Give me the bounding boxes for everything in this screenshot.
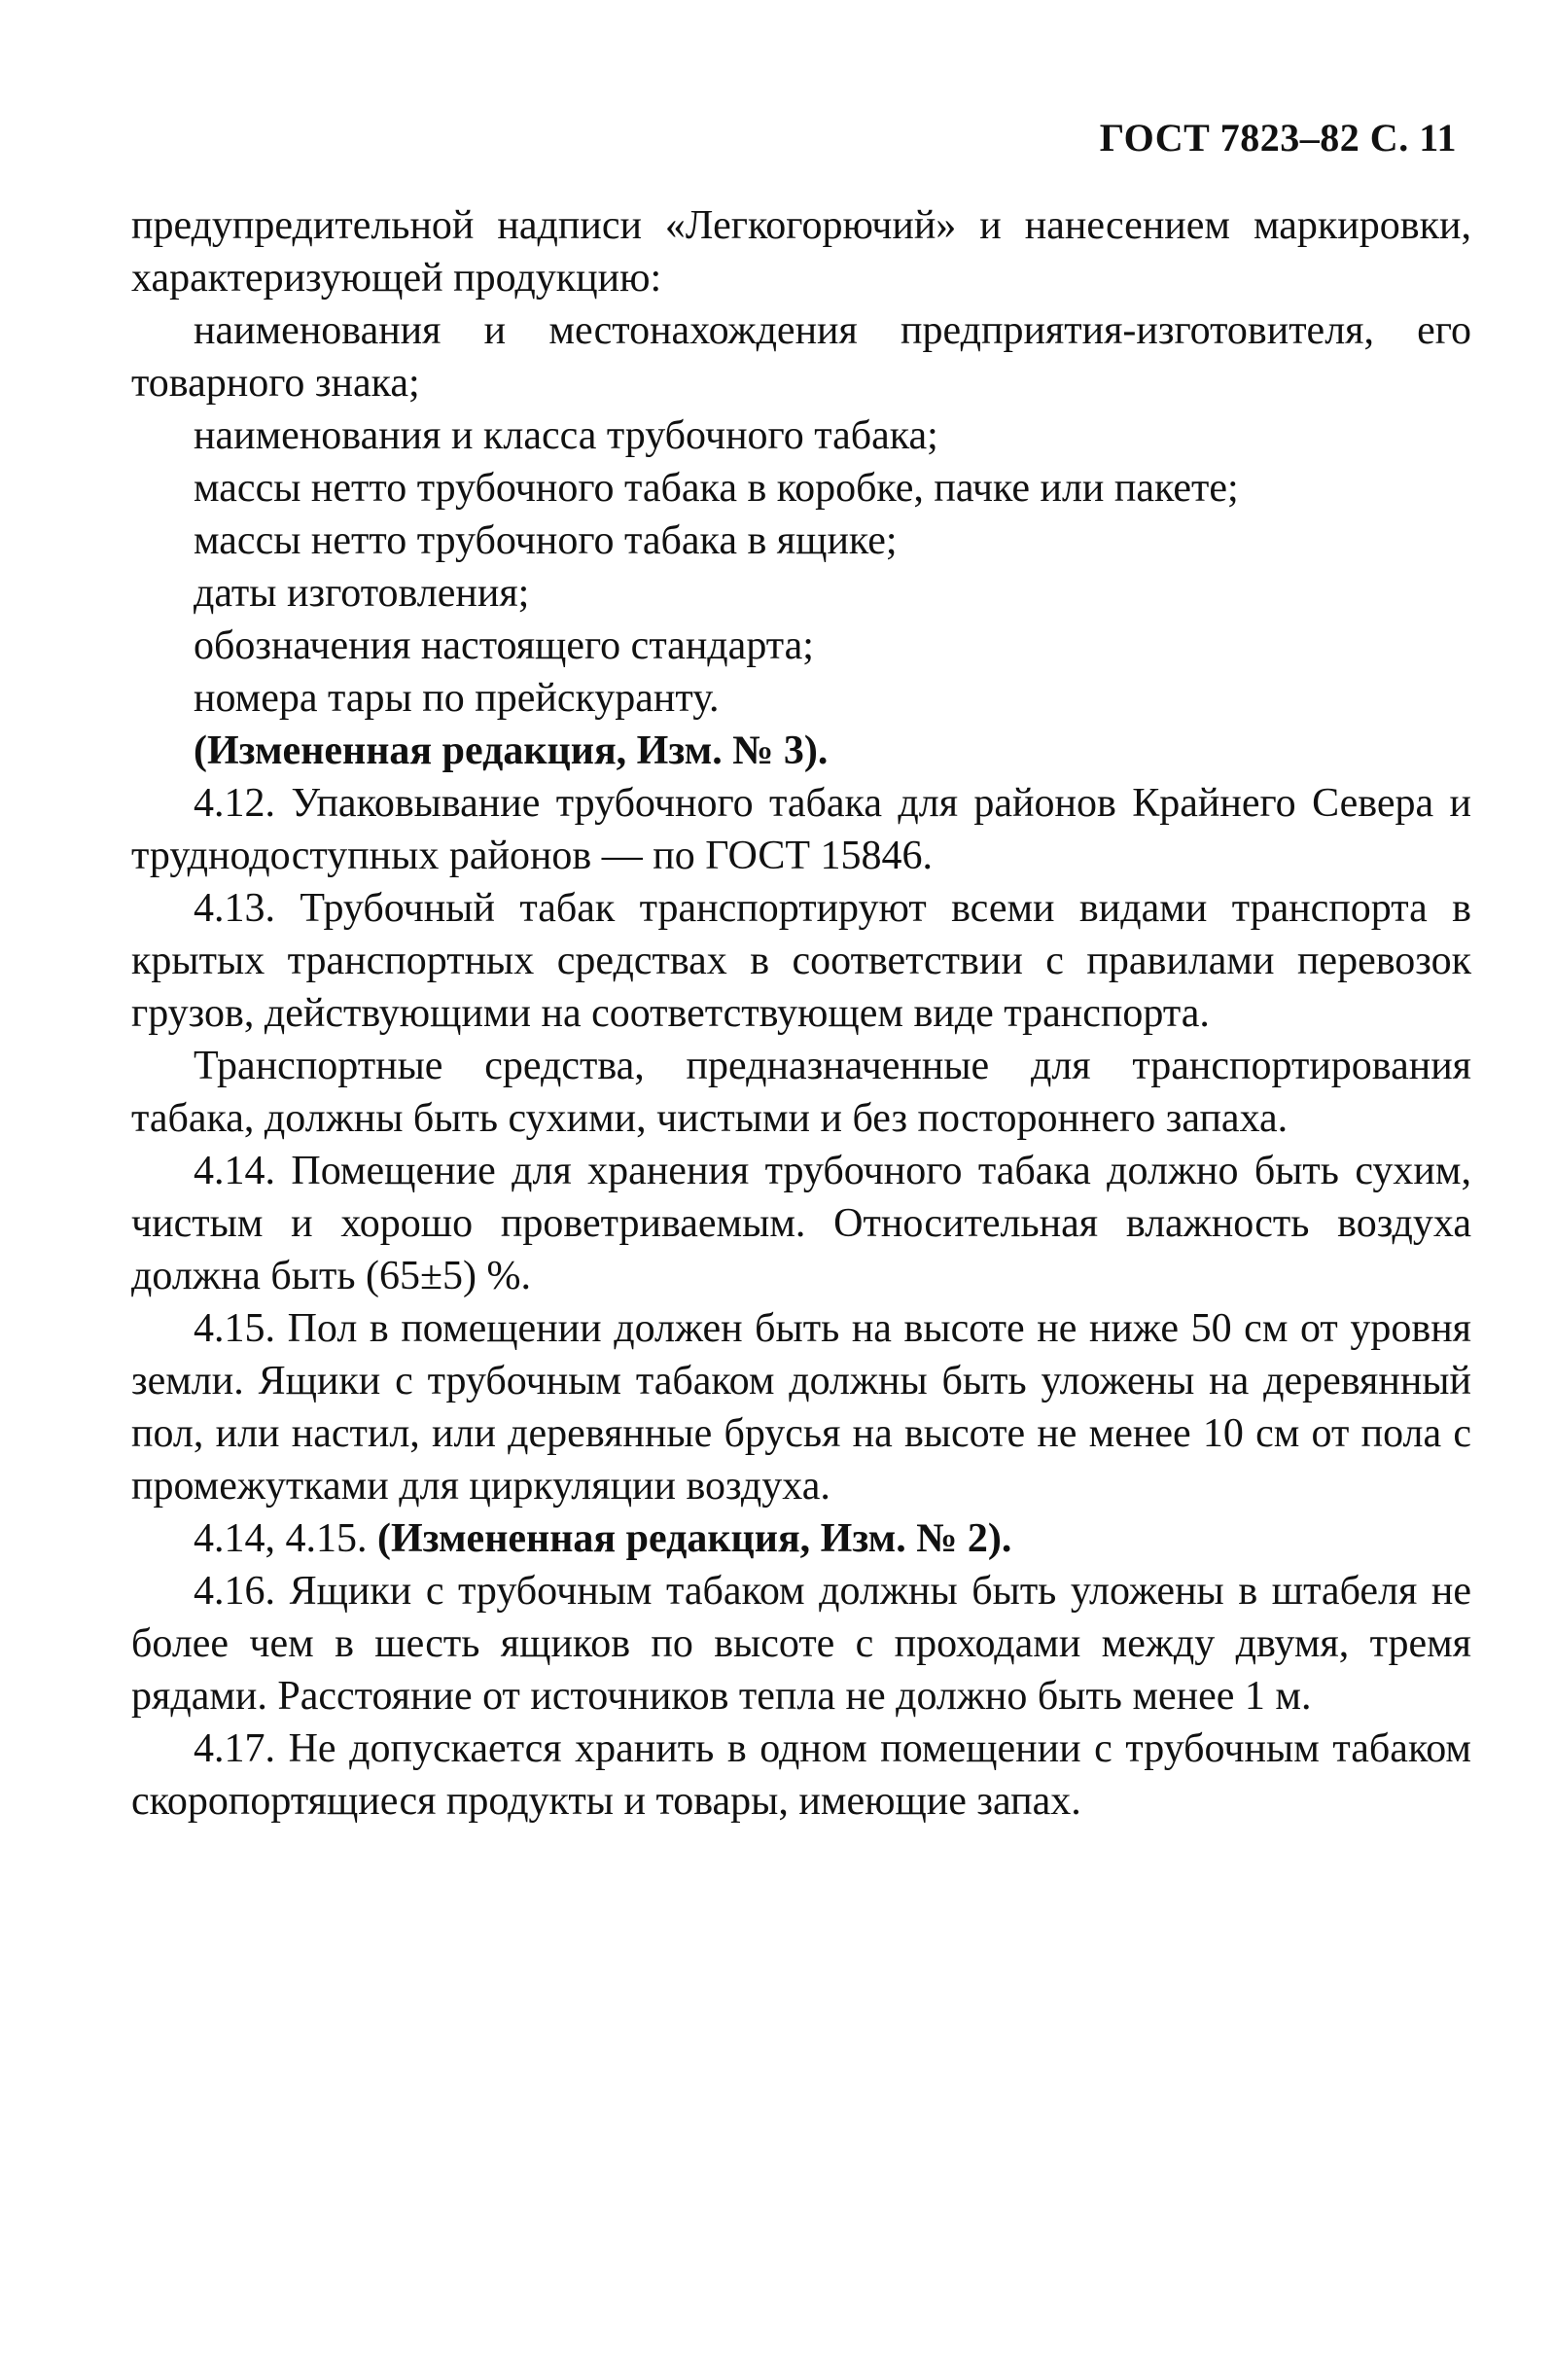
paragraph-list-item: обозначения настоящего стандарта;	[194, 623, 814, 668]
paragraph-transport-vehicles: Транспортные средства, предназначенные для транспортирования табака, должны быть сухими, чистыми и без постороннего запаха.	[131, 1044, 1471, 1141]
paragraph-4-16: 4.16. Ящики с трубочным табаком должны быть уложены в штабеля не более чем в шесть ящиков по высоте с проходами между двумя, тремя рядами. Расстояние от источников тепла не должно быть менее 1 м.	[131, 1569, 1471, 1719]
paragraph-marking-intro: предупредительной надписи «Легкогорючий» и нанесением маркировки, характеризующей продукцию:	[131, 203, 1471, 301]
page-header-standard-ref: ГОСТ 7823–82 С. 11	[1099, 116, 1457, 160]
paragraph-list-item: массы нетто трубочного табака в коробке, пачке или пакете;	[194, 466, 1239, 511]
paragraph-4-13: 4.13. Трубочный табак транспортируют всеми видами транспорта в крытых транспортных средствах в соответствии с правилами перевозок грузов, действующими на соответствующем виде транспорта.	[131, 886, 1471, 1036]
paragraph-4-14: 4.14. Помещение для хранения трубочного табака должно быть сухим, чистым и хорошо проветриваемым. Относительная влажность воздуха должна быть (65±5) %.	[131, 1149, 1471, 1298]
paragraph-list-item: наименования и класса трубочного табака;	[194, 413, 938, 458]
document-body	[131, 199, 1471, 1828]
paragraph-4-17: 4.17. Не допускается хранить в одном помещении с трубочным табаком скоропортящиеся продукты и товары, имеющие запах.	[131, 1726, 1471, 1824]
paragraph-amendment-3: (Измененная редакция, Изм. № 3).	[194, 728, 829, 773]
paragraph-amendment-2	[131, 1512, 1471, 1565]
paragraph-list-item: массы нетто трубочного табака в ящике;	[194, 518, 898, 563]
amendment-2-prefix: 4.14, 4.15.	[194, 1516, 377, 1561]
amendment-2-bold: (Измененная редакция, Изм. № 2).	[377, 1516, 1012, 1561]
paragraph-list-item: даты изготовления;	[194, 571, 530, 616]
paragraph-list-item: номера тары по прейскуранту.	[194, 676, 720, 721]
paragraph-list-item: наименования и местонахождения предприятия-изготовителя, его товарного знака;	[131, 308, 1471, 406]
paragraph-4-12: 4.12. Упаковывание трубочного табака для районов Крайнего Севера и труднодоступных районов — по ГОСТ 15846.	[131, 781, 1471, 878]
paragraph-4-15: 4.15. Пол в помещении должен быть на высоте не ниже 50 см от уровня земли. Ящики с трубочным табаком должны быть уложены на деревянный пол, или настил, или деревянные брусья на высоте не менее 10 см от пола с промежутками для циркуляции воздуха.	[131, 1306, 1471, 1509]
